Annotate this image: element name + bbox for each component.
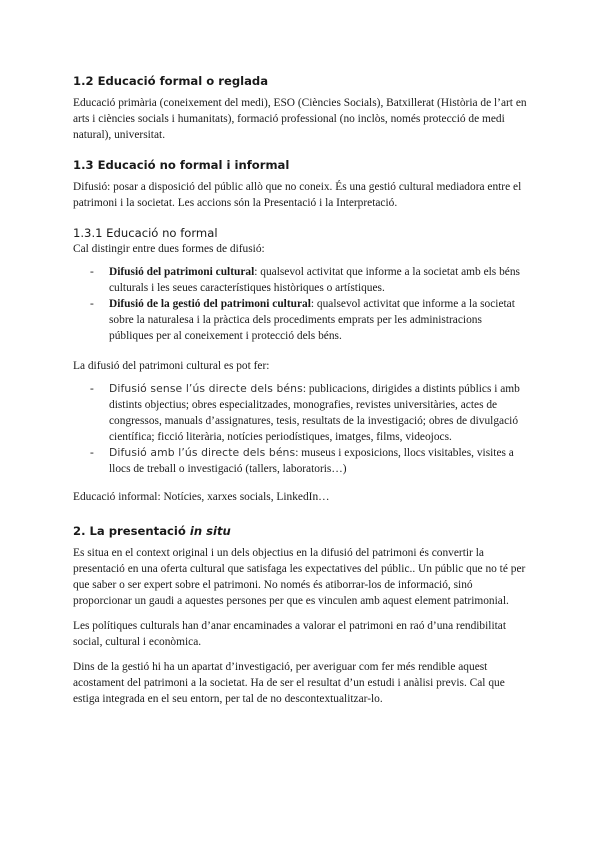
list-text: : publicacions, dirigides a distints públics i amb distints objectius; obres especialitzades, monografies, revistes universitàries, actes de congressos, manuals d’assignatures, tesis, resultats de la investigació; obres de divulgació científica; ficció literària, notícies periodístiques, imatges, films, videojocs.	[109, 383, 520, 443]
paragraph-presentation-context: Es situa en el context original i un dels objectius en la difusió del patrimoni és convertir la presentació en una oferta cultural que satisfaga les expectatives del públic.. Un públic que no té per que saber o ser expert sobre el patrimoni. No només és atiborrar-los de informació, sinó proporcionar un gaudi a aquestes persones per que es vinculen amb aquest element patrimonial.	[73, 547, 526, 607]
list-term: Difusió sense l’ús directe dels béns	[109, 382, 303, 395]
paragraph-distinguish-intro: Cal distingir entre dues formes de difusió:	[73, 243, 265, 255]
paragraph-informal-education: Educació informal: Notícies, xarxes socials, LinkedIn…	[73, 491, 330, 503]
section-heading-2-italic: in situ	[189, 524, 231, 538]
list-term: Difusió del patrimoni cultural	[109, 266, 255, 278]
list-item	[73, 381, 528, 445]
section-heading-1-2: 1.2 Educació formal o reglada	[73, 74, 269, 88]
paragraph-difusio-definition: Difusió: posar a disposició del públic allò que no coneix. És una gestió cultural mediadora entre el patrimoni i la societat. Les accions són la Presentació i la Interpretació.	[73, 181, 522, 209]
list-dash: -	[90, 447, 94, 459]
list-text: : qualsevol activitat que informe a la societat sobre la naturalesa i la pràctica dels procediments emprats per les administracions públiques per al coneixement i protecció dels béns.	[109, 298, 515, 342]
list-dash: -	[90, 266, 94, 278]
list-term: Difusió amb l’ús directe dels béns	[109, 446, 296, 459]
paragraph-cultural-policies: Les polítiques culturals han d’anar encaminades a valorar el patrimoni en raó d’una rendibilitat social, cultural i econòmica.	[73, 620, 506, 648]
list-item	[73, 264, 528, 296]
document-page	[73, 68, 528, 716]
section-heading-2-text: 2. La presentació	[73, 524, 190, 538]
list-dash: -	[90, 298, 94, 310]
list-difusio-forms	[73, 264, 528, 344]
paragraph-difusio-can-be: La difusió del patrimoni cultural es pot fer:	[73, 360, 270, 372]
section-heading-1-3-1: 1.3.1 Educació no formal	[73, 226, 218, 240]
list-difusio-types	[73, 381, 528, 477]
section-heading-1-3: 1.3 Educació no formal i informal	[73, 158, 290, 172]
list-item	[73, 445, 528, 477]
paragraph-formal-education: Educació primària (coneixement del medi), ESO (Ciències Socials), Batxillerat (Història de l’art en arts i ciències socials i humanitats), formació professional (no inclòs, només protecció de medi natural), universitat.	[73, 97, 527, 141]
list-text: : museus i exposicions, llocs visitables, visites a llocs de treball o investigació (tallers, laboratoris…)	[109, 447, 514, 475]
list-item	[73, 296, 528, 344]
list-text: : qualsevol activitat que informe a la societat amb els béns culturals i les seues característiques històriques o artístiques.	[109, 266, 520, 294]
section-heading-2	[73, 523, 528, 539]
paragraph-research: Dins de la gestió hi ha un apartat d’investigació, per averiguar com fer més rendible aquest acostament del patrimoni a la societat. Ha de ser el resultat d’un estudi i anàlisi previs. Cal que estiga integrada en el seu entorn, per tal de no descontextualitzar-lo.	[73, 661, 505, 705]
list-dash: -	[90, 383, 94, 395]
list-term: Difusió de la gestió del patrimoni cultural	[109, 298, 311, 310]
